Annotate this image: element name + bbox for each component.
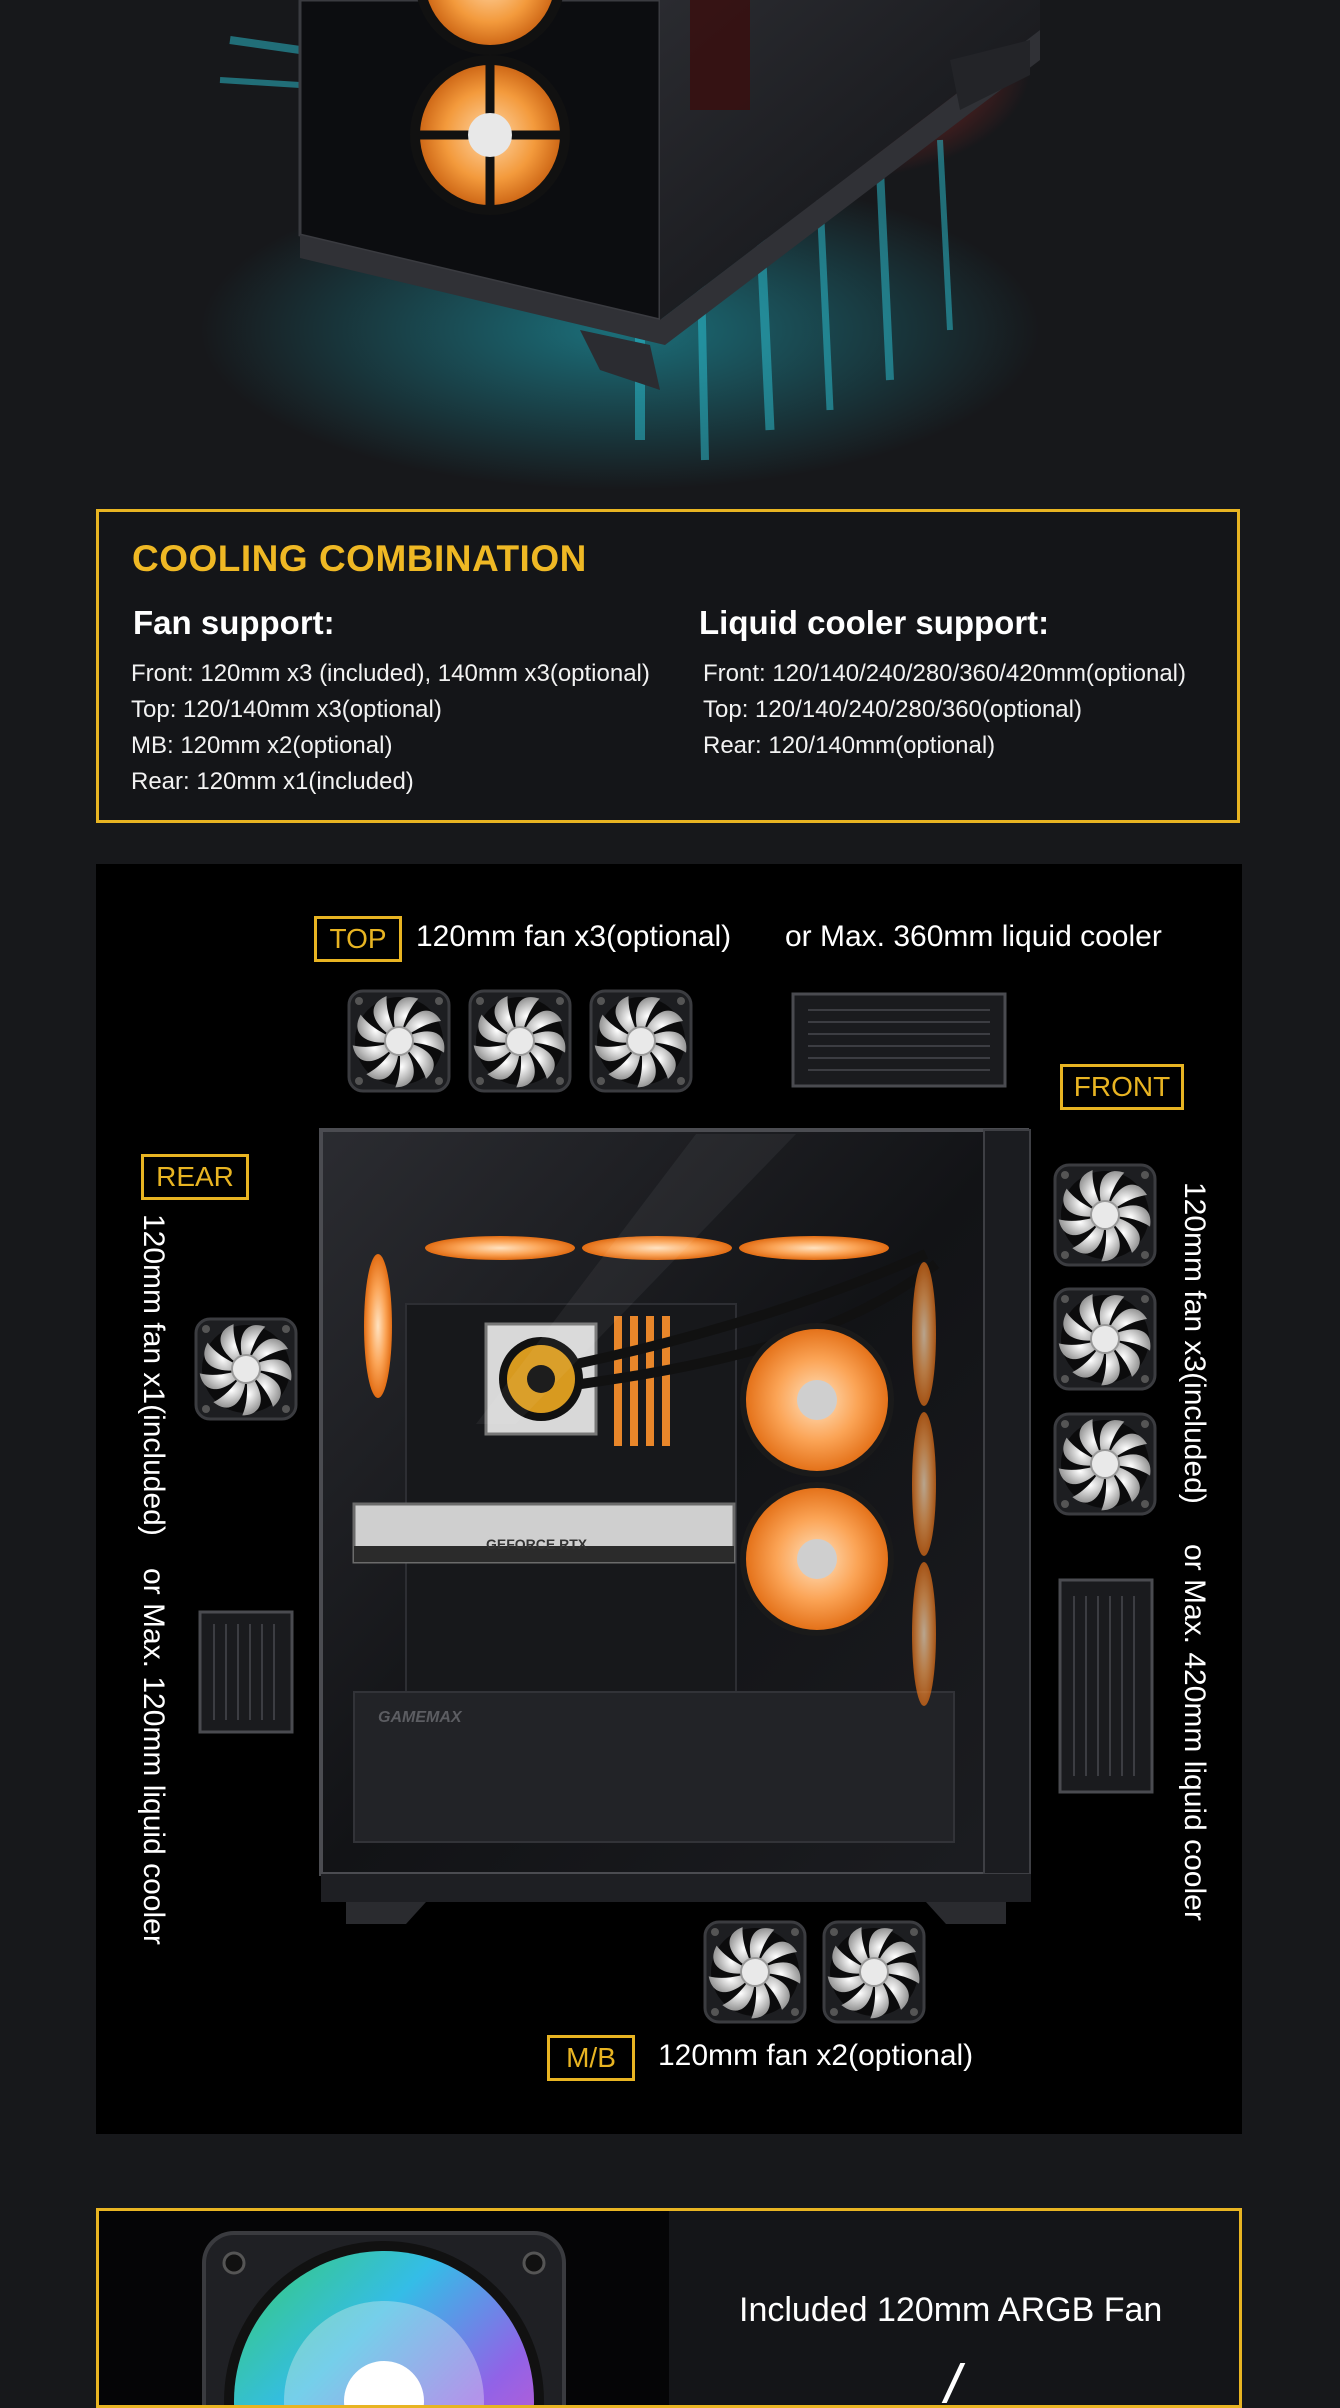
rear-cooler-label: or Max. 120mm liquid cooler bbox=[137, 1568, 170, 1945]
mb-tag: M/B bbox=[547, 2035, 635, 2081]
diagram-graphics bbox=[96, 864, 1242, 2134]
top-fan-1 bbox=[349, 991, 451, 1093]
gpu-label: GEFORCE RTX bbox=[486, 1536, 588, 1552]
front-tag: FRONT bbox=[1060, 1064, 1184, 1110]
cooling-combination-title: COOLING COMBINATION bbox=[132, 538, 587, 579]
rear-fans-label: 120mm fan x1(included) bbox=[137, 1214, 170, 1536]
fan-support-front: Front: 120mm x3 (included), 140mm x3(optional) bbox=[131, 660, 650, 687]
front-fan-2 bbox=[1055, 1289, 1157, 1391]
argb-decoration-mark bbox=[942, 2363, 984, 2403]
top-fan-3 bbox=[591, 991, 693, 1093]
fan-support-mb: MB: 120mm x2(optional) bbox=[131, 732, 393, 759]
front-radiator bbox=[1060, 1580, 1152, 1792]
top-tag: TOP bbox=[314, 916, 402, 962]
argb-fan-title: Included 120mm ARGB Fan bbox=[739, 2291, 1163, 2329]
fan-support-title: Fan support: bbox=[133, 604, 335, 641]
liquid-cooler-support-list bbox=[703, 656, 1186, 764]
case-brand-label: GAMEMAX bbox=[378, 1709, 462, 1726]
front-cooler-label: or Max. 420mm liquid cooler bbox=[1178, 1544, 1211, 1921]
hero-case-render bbox=[0, 0, 1340, 500]
liquid-support-rear: Rear: 120/140mm(optional) bbox=[703, 732, 996, 759]
fan-support-list bbox=[131, 656, 650, 800]
mb-fan-2 bbox=[824, 1922, 926, 2024]
case-interior bbox=[321, 1130, 1031, 1924]
rear-tag: REAR bbox=[141, 1154, 249, 1200]
mb-fans-label: 120mm fan x2(optional) bbox=[658, 2039, 974, 2072]
cooling-combination-card bbox=[96, 509, 1240, 823]
rear-radiator bbox=[200, 1612, 292, 1732]
top-cooler-label: or Max. 360mm liquid cooler bbox=[785, 920, 1162, 953]
front-fans-label: 120mm fan x3(included) bbox=[1178, 1182, 1211, 1504]
argb-fan-card bbox=[96, 2208, 1242, 2408]
top-fan-2 bbox=[470, 991, 572, 1093]
front-fan-3 bbox=[1055, 1414, 1157, 1516]
liquid-cooler-support-title: Liquid cooler support: bbox=[699, 604, 1050, 641]
case-render-image bbox=[0, 0, 1340, 500]
rear-fan bbox=[196, 1319, 298, 1421]
fan-support-top: Top: 120/140mm x3(optional) bbox=[131, 696, 442, 723]
liquid-support-top: Top: 120/140/240/280/360(optional) bbox=[703, 696, 1082, 723]
fan-support-rear: Rear: 120mm x1(included) bbox=[131, 768, 414, 795]
argb-fan-image-panel bbox=[99, 2211, 669, 2408]
argb-fan-image bbox=[99, 2211, 669, 2408]
cooling-layout-diagram bbox=[96, 864, 1242, 2134]
top-radiator bbox=[793, 994, 1005, 1086]
mb-fan-1 bbox=[705, 1922, 807, 2024]
front-fan-1 bbox=[1055, 1165, 1157, 1267]
top-fans-label: 120mm fan x3(optional) bbox=[416, 920, 732, 953]
liquid-support-front: Front: 120/140/240/280/360/420mm(optional) bbox=[703, 660, 1186, 687]
